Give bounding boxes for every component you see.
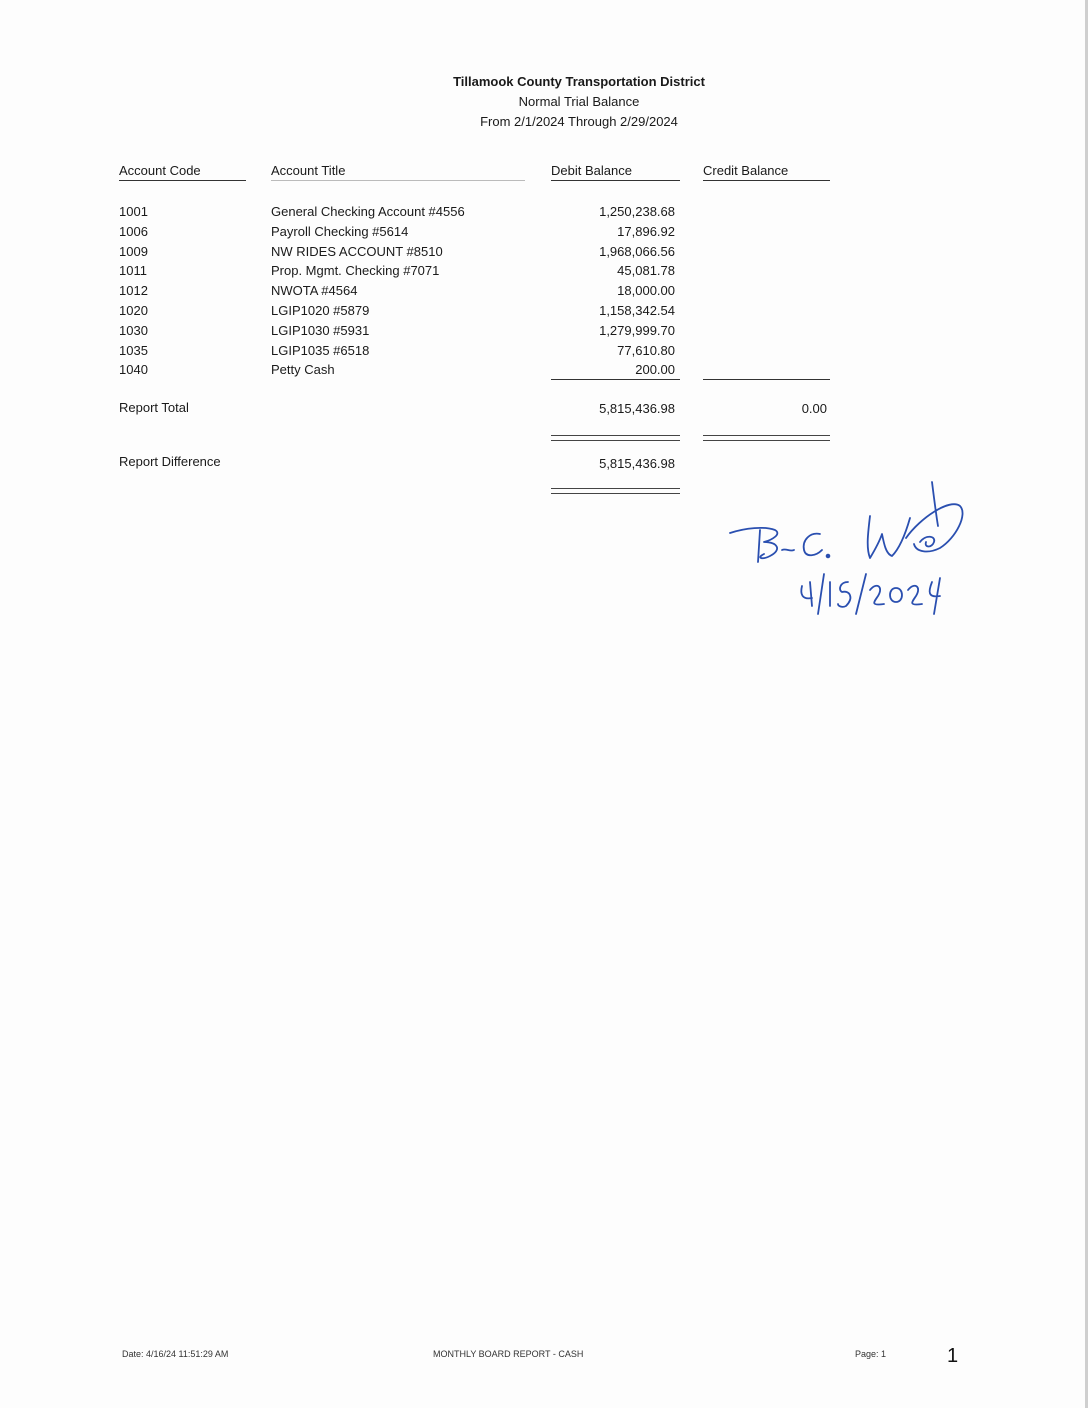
credit-total-double-rule [703,435,830,441]
debit-balance: 77,610.80 [617,342,675,358]
account-code: 1020 [119,302,148,318]
account-code: 1011 [119,263,147,279]
page-number: 1 [947,1345,959,1367]
signature-stroke [782,549,794,550]
account-code: 1001 [119,204,148,219]
signature-stroke [870,586,884,605]
table-row [0,261,1088,281]
footer-page: Page: 1 [855,1349,887,1359]
report-total-credit: 0.00 [801,401,827,416]
difference-double-rule [551,488,680,494]
table-row [0,341,1088,361]
debit-total-double-rule [551,435,680,441]
table-row [0,360,1088,380]
account-title: Payroll Checking #5614 [271,223,409,239]
report-name: Normal Trial Balance [518,94,640,109]
account-code: 1012 [119,283,148,299]
account-title: NWOTA #4564 [271,283,358,299]
signature-stroke [827,555,830,558]
report-period: From 2/1/2024 Through 2/29/2024 [480,114,678,129]
account-title: NW RIDES ACCOUNT #8510 [271,243,443,259]
debit-subtotal-rule [551,379,680,380]
debit-balance: 1,250,238.68 [599,204,675,219]
credit-subtotal-rule [703,379,830,380]
organization-name: Tillamook County Transportation District [453,74,705,89]
signature-stroke [804,534,822,556]
account-code: 1035 [119,342,148,358]
signature-stroke [908,586,922,605]
account-rows [0,202,1088,380]
table-row [0,321,1088,341]
debit-balance: 200.00 [635,362,675,378]
footer-report-name: MONTHLY BOARD REPORT - CASH [433,1349,584,1359]
signature-stroke [932,482,938,526]
table-row [0,242,1088,262]
signature-stroke [838,582,850,607]
signature-stroke [818,574,824,614]
column-header-account-title: Account Title [271,163,525,181]
report-header [0,72,1088,132]
account-code: 1006 [119,223,148,239]
table-row [0,222,1088,242]
debit-balance: 18,000.00 [617,283,675,299]
report-total-debit: 5,815,436.98 [599,401,675,416]
signature-stroke [856,574,866,614]
report-difference-label: Report Difference [119,454,221,469]
signature-stroke [801,582,812,606]
footer-date: Date: 4/16/24 11:51:29 AM [122,1349,229,1359]
debit-balance: 1,279,999.70 [599,322,675,338]
signature-stroke [890,588,902,602]
signature-stroke [868,516,910,558]
account-code: 1030 [119,322,148,338]
account-title: LGIP1020 #5879 [271,302,370,318]
signature-stroke [920,537,934,547]
signature-stroke [730,528,777,558]
report-total-label: Report Total [119,400,189,415]
debit-balance: 1,968,066.56 [599,243,675,259]
account-title: Prop. Mgmt. Checking #7071 [271,263,440,279]
account-code: 1040 [119,362,148,378]
account-title: General Checking Account #4556 [271,204,465,219]
account-title: Petty Cash [271,362,335,378]
signature-stroke [906,504,963,551]
account-code: 1009 [119,243,148,259]
debit-balance: 45,081.78 [617,263,675,279]
column-header-credit-balance: Credit Balance [703,163,830,181]
debit-balance: 1,158,342.54 [599,302,675,318]
account-title: LGIP1035 #6518 [271,342,370,358]
table-row [0,281,1088,301]
debit-balance: 17,896.92 [617,223,675,239]
table-row [0,202,1088,222]
column-header-account-code: Account Code [119,163,246,181]
column-header-debit-balance: Debit Balance [551,163,680,181]
table-row [0,301,1088,321]
signature-stroke [930,578,940,614]
report-difference-debit: 5,815,436.98 [599,456,675,471]
account-title: LGIP1030 #5931 [271,322,370,338]
handwritten-signature [720,478,970,623]
